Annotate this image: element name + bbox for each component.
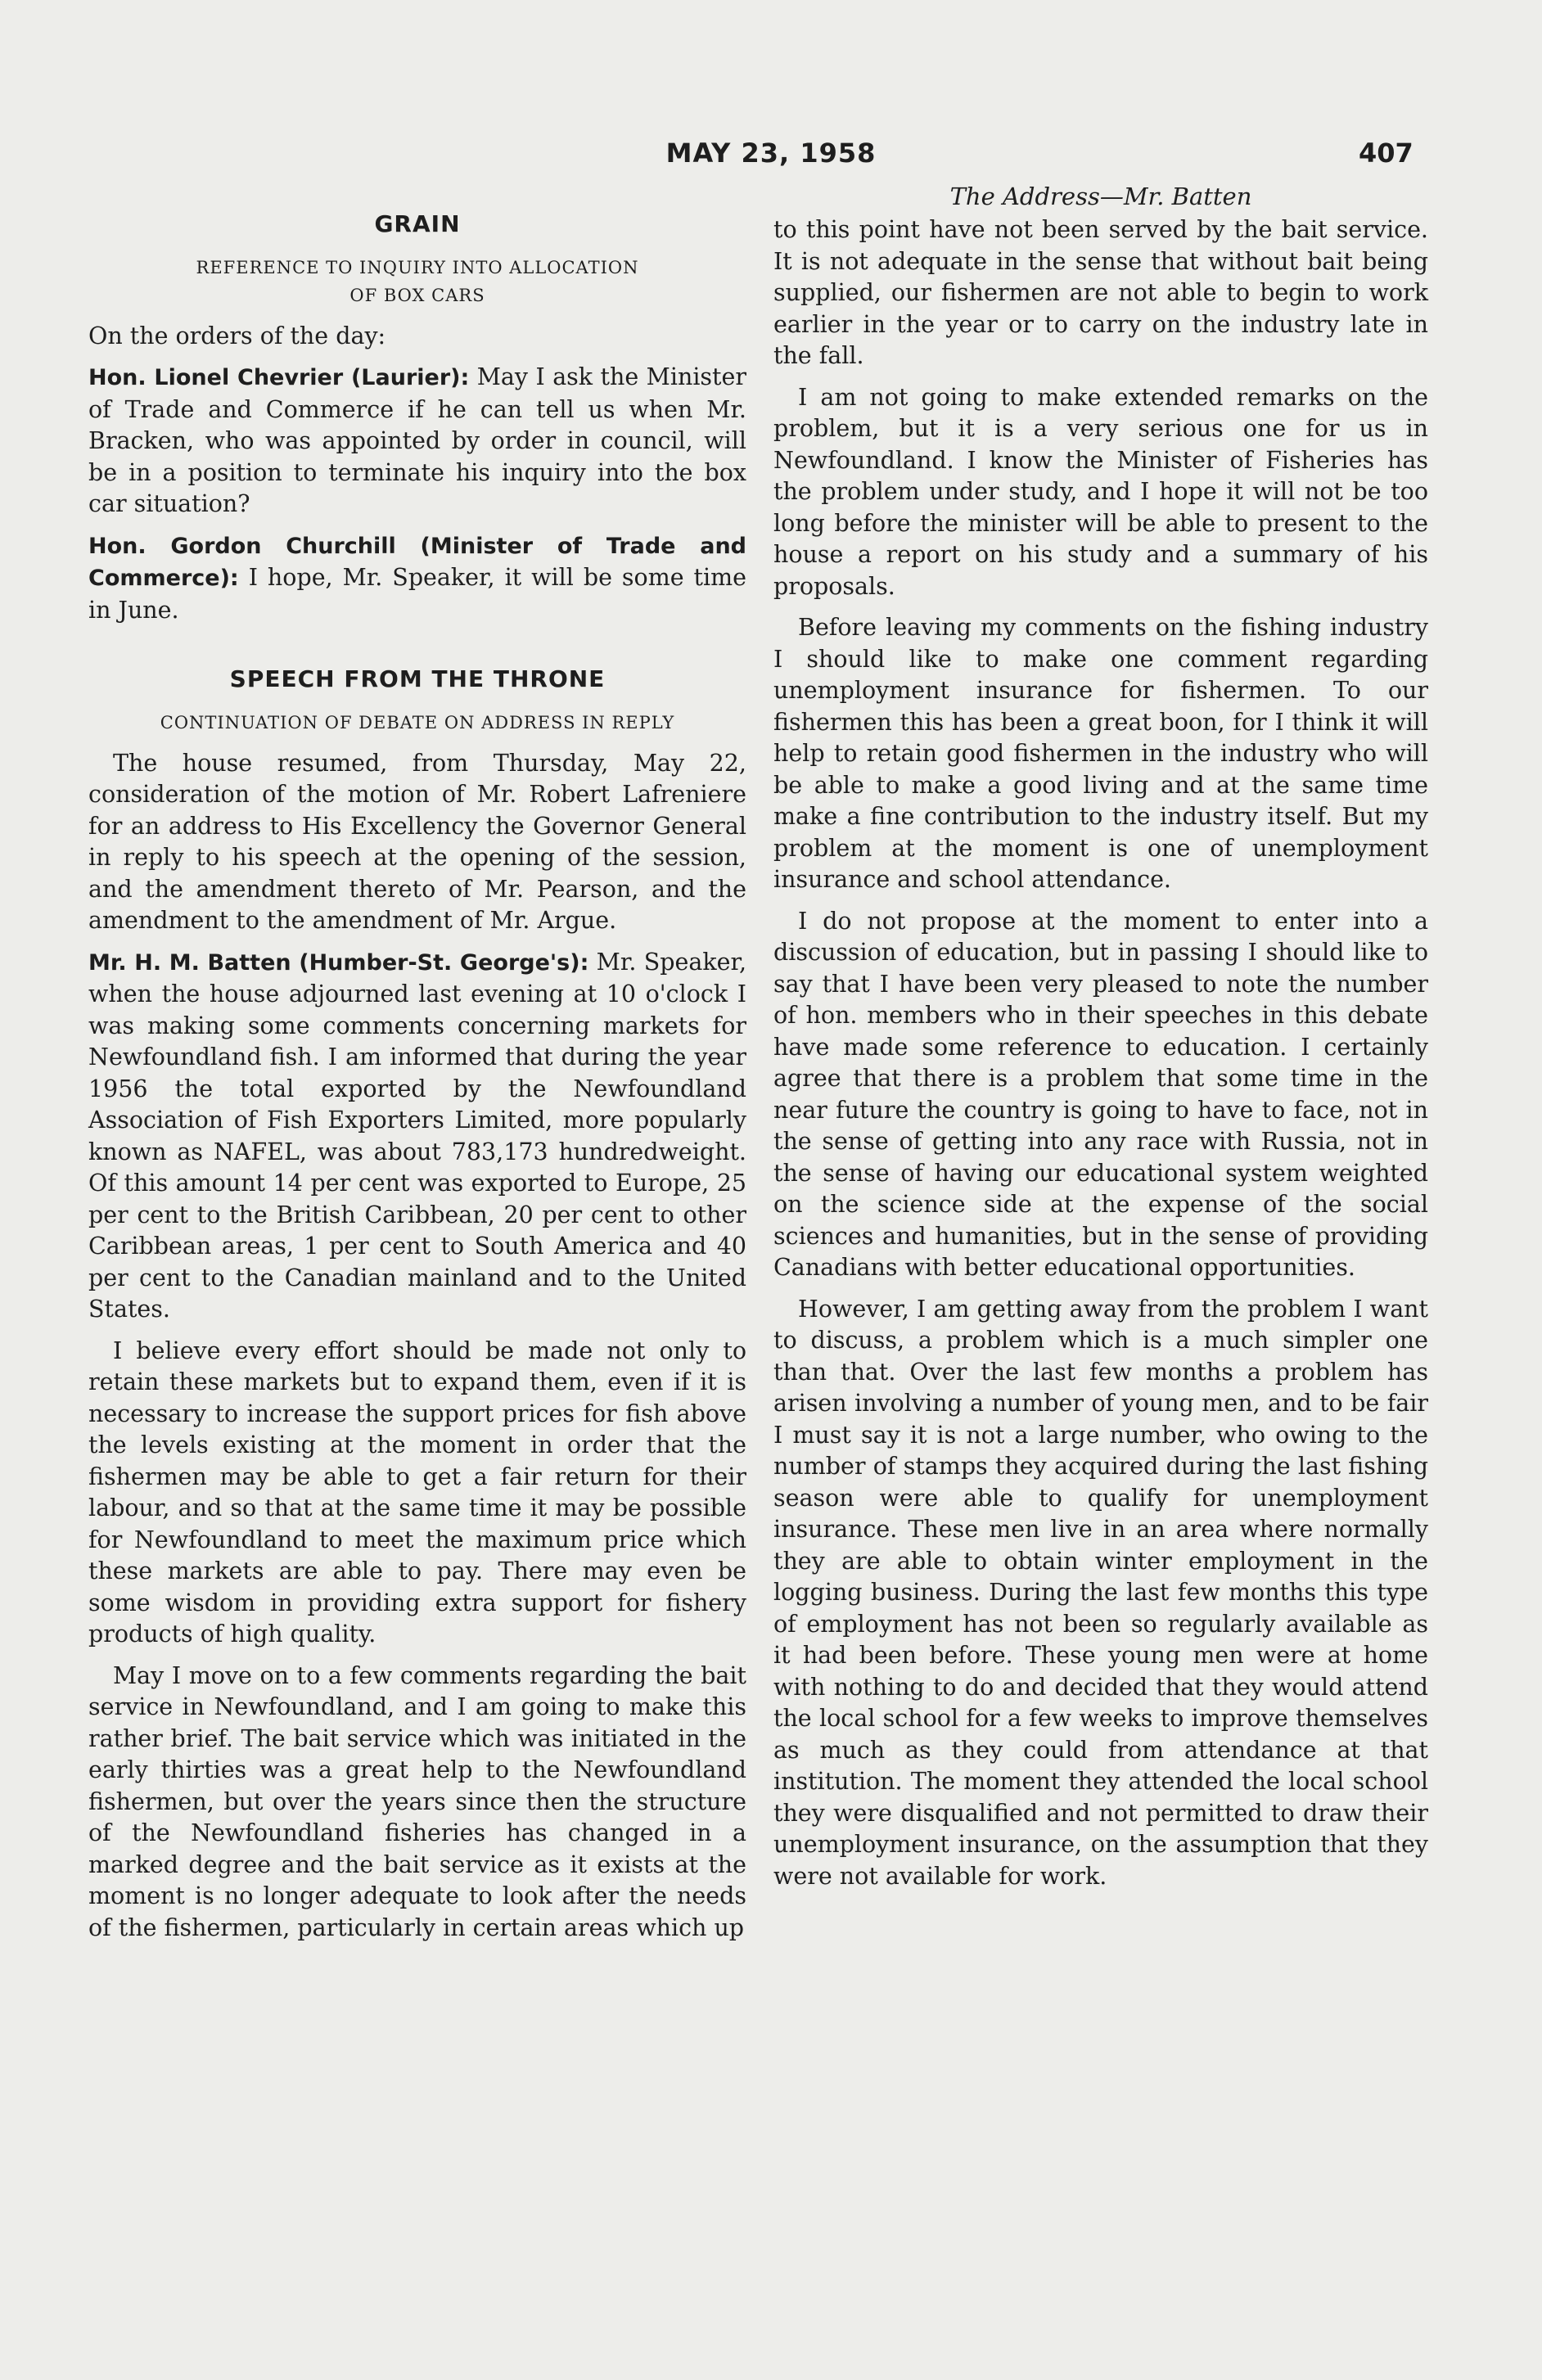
batten-opening-paragraph — [88, 947, 746, 1326]
speaker-batten: Mr. H. M. Batten (Humber-St. George's): — [88, 949, 589, 976]
churchill-text: I hope, Mr. Speaker, it will be some time in June. — [88, 564, 747, 624]
speech-subheading: CONTINUATION OF DEBATE ON ADDRESS IN REPLY — [160, 712, 675, 732]
grain-subheading-line-2: OF BOX CARS — [349, 285, 485, 305]
house-resumed-paragraph: The house resumed, from Thursday, May 22, consideration of the motion of Mr. Robert Lafreniere for an address to His Excellency the Governor General in reply to his speech at the opening of the session, and the amendment thereto of Mr. Pearson, and the amendment to the amendment of Mr. Argue. — [88, 749, 746, 934]
education-paragraph: I do not propose at the moment to enter into a discussion of education, but in passing I should like to say that I have been very pleased to note the number of hon. members who in their speeches in this debate have made some reference to education. I certainly agree that there is a problem that some time in the near future the country is going to have to face, not in the sense of getting into any race with Russia, not in the sense of having our educational system weighted on the science side at the expense of the social sciences and humanities, but in the sense of providing Canadians with better educational opportunities. — [773, 907, 1428, 1281]
running-head: The Address—Mr. Batten — [949, 183, 1252, 210]
chevrier-question — [88, 362, 746, 521]
batten-opening-text: Mr. Speaker, when the house adjourned last evening at 10 o'clock I was making some comments concerning markets for Newfoundland fish. I am informed that during the year 1956 the total exported by the Newfoundland Association of Fish Exporters Limited, more popularly known as NAFEL, was about 783,173 hundredweight. Of this amount 14 per cent was exported to Europe, 25 per cent to the British Caribbean, 20 per cent to other Caribbean areas, 1 per cent to South America and 40 per cent to the Canadian mainland and to the United States. — [88, 948, 747, 1323]
remarks-paragraph: I am not going to make extended remarks on the problem, but it is a very serious one for us in Newfoundland. I know the Minister of Fisheries has the problem under study, and I hope it will not be too long before the minister will be able to present to the house a report on his study and a summary of his proposals. — [773, 383, 1428, 600]
speaker-chevrier: Hon. Lionel Chevrier (Laurier): — [88, 365, 470, 390]
orders-of-day: On the orders of the day: — [88, 322, 386, 349]
churchill-answer — [88, 530, 746, 627]
page-number: 407 — [1359, 137, 1414, 169]
right-column — [773, 182, 1428, 1902]
young-men-paragraph: However, I am getting away from the problem I want to discuss, a problem which is a much simpler one than that. Over the last few months a problem has arisen involving a number of young men, and to be fair I must say it is not a large number, who owing to the number of stamps they acquired during the last fishing season were able to qualify for unemployment insurance. These men live in an area where normally they are able to obtain winter employment in the logging business. During the last few months this type of employment has not been so regularly available as it had been before. These young men were at home with nothing to do and decided that they would attend the local school for a few weeks to improve themselves as much as they could from attendance at that institution. The moment they attended the local school they were disqualified and not permitted to draw their unemployment insurance, on the assumption that they were not available for work. — [773, 1295, 1428, 1890]
grain-heading: GRAIN — [374, 210, 461, 237]
chevrier-text: May I ask the Minister of Trade and Commerce if he can tell us when Mr. Bracken, who was appointed by order in council, will be in a position to terminate his inquiry into the box car situation? — [88, 363, 747, 517]
grain-subheading — [88, 254, 746, 309]
page-date: MAY 23, 1958 — [665, 137, 877, 169]
left-column — [88, 209, 746, 1954]
markets-paragraph: I believe every effort should be made not only to retain these markets but to expand them, even if it is necessary to increase the support prices for fish above the levels existing at the moment in order that the fishermen may be able to get a fair return for their labour, and so that at the same time it may be possible for Newfoundland to meet the maximum price which these markets are able to pay. There may even be some wisdom in providing extra support for fishery products of high quality. — [88, 1336, 746, 1648]
speaker-churchill: Hon. Gordon Churchill (Minister of Trade and Commerce): — [88, 533, 746, 591]
speech-heading: SPEECH FROM THE THRONE — [229, 665, 606, 692]
grain-subheading-line-1: REFERENCE TO INQUIRY INTO ALLOCATION — [196, 257, 639, 277]
bait-service-paragraph: May I move on to a few comments regarding the bait service in Newfoundland, and I am going to make this rather brief. The bait service which was initiated in the early thirties was a great help to the Newfoundland fishermen, but over the years since then the structure of the Newfoundland fisheries has changed in a marked degree and the bait service as it exists at the moment is no longer adequate to look after the needs of the fishermen, particularly in certain areas which up — [88, 1661, 746, 1941]
unemployment-paragraph: Before leaving my comments on the fishing industry I should like to make one comment regarding unemployment insurance for fishermen. To our fishermen this has been a great boon, for I think it will help to retain good fishermen in the industry who will be able to make a good living and at the same time make a fine contribution to the industry itself. But my problem at the moment is one of unemployment insurance and school attendance. — [773, 614, 1428, 893]
bait-continued-paragraph: to this point have not been served by the bait service. It is not adequate in the sense that without bait being supplied, our fishermen are not able to begin to work earlier in the year or to carry on the industry late in the fall. — [773, 216, 1428, 369]
